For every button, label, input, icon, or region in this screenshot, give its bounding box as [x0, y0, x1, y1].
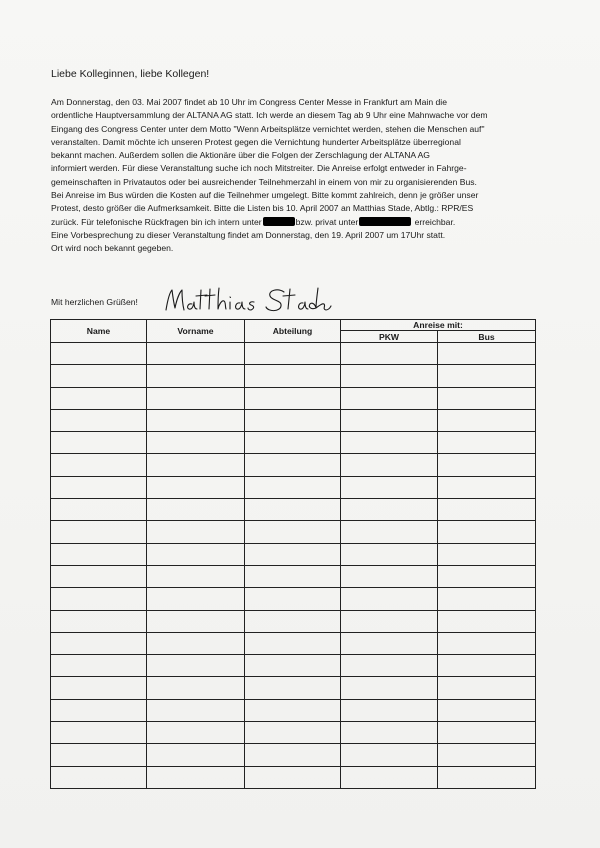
letter-line: bekannt machen. Außerdem sollen die Aktionäre über die Folgen der Zerschlagung der ALTANA AG [51, 150, 430, 161]
table-row [51, 521, 536, 543]
cell-vorname[interactable] [147, 343, 245, 365]
cell-pkw[interactable] [341, 588, 438, 610]
cell-name[interactable] [51, 655, 147, 677]
cell-vorname[interactable] [147, 722, 245, 744]
table-row [51, 744, 536, 766]
cell-abteilung[interactable] [245, 632, 341, 654]
cell-abteilung[interactable] [245, 343, 341, 365]
cell-bus[interactable] [438, 766, 536, 788]
cell-vorname[interactable] [147, 543, 245, 565]
cell-bus[interactable] [438, 343, 536, 365]
letter-line: Am Donnerstag, den 03. Mai 2007 findet ab 10 Uhr im Congress Center Messe in Frankfurt am Main die [51, 97, 447, 107]
letter-line: Protest, desto größer die Aufmerksamkeit. Bitte die Listen bis 10. April 2007 an Matthias Stade, Abtlg.: RPR/ES [51, 203, 474, 214]
cell-name[interactable] [51, 588, 147, 610]
cell-bus[interactable] [438, 543, 536, 565]
cell-name[interactable] [51, 543, 147, 565]
table-body [51, 343, 536, 789]
redacted-phone-privat [359, 217, 411, 226]
cell-name[interactable] [51, 521, 147, 543]
contact-text-privat: bzw. privat unter [295, 216, 359, 227]
letter-body [51, 96, 551, 256]
cell-name[interactable] [51, 454, 147, 476]
col-header-pkw: PKW [341, 331, 438, 343]
table-row [51, 543, 536, 565]
cell-abteilung[interactable] [245, 699, 341, 721]
contact-line [51, 216, 551, 229]
handwritten-signature [162, 284, 332, 318]
contact-text-intern: zurück. Für telefonische Rückfragen bin ich intern unter [51, 216, 262, 227]
cell-pkw[interactable] [341, 655, 438, 677]
cell-bus[interactable] [438, 476, 536, 498]
cell-bus[interactable] [438, 409, 536, 431]
redacted-phone-intern [263, 217, 295, 226]
table-row [51, 655, 536, 677]
table-row [51, 565, 536, 587]
letter-line: Bei Anreise im Bus würden die Kosten auf die Teilnehmer umgelegt. Bitte kommt zahlreich, denn je größer unser [51, 190, 479, 201]
cell-bus[interactable] [438, 365, 536, 387]
cell-name[interactable] [51, 632, 147, 654]
cell-name[interactable] [51, 610, 147, 632]
letter-line: Ort wird noch bekannt gegeben. [51, 243, 174, 254]
table-row [51, 387, 536, 409]
cell-bus[interactable] [438, 454, 536, 476]
cell-pkw[interactable] [341, 677, 438, 699]
cell-pkw[interactable] [341, 744, 438, 766]
cell-name[interactable] [51, 565, 147, 587]
cell-abteilung[interactable] [245, 565, 341, 587]
cell-abteilung[interactable] [245, 588, 341, 610]
cell-pkw[interactable] [341, 476, 438, 498]
cell-name[interactable] [51, 432, 147, 454]
cell-bus[interactable] [438, 432, 536, 454]
table-row [51, 677, 536, 699]
cell-name[interactable] [51, 677, 147, 699]
cell-pkw[interactable] [341, 610, 438, 632]
cell-abteilung[interactable] [245, 365, 341, 387]
contact-text-end: erreichbar. [414, 216, 456, 227]
cell-pkw[interactable] [341, 343, 438, 365]
cell-pkw[interactable] [341, 432, 438, 454]
cell-vorname[interactable] [147, 476, 245, 498]
cell-bus[interactable] [438, 610, 536, 632]
cell-abteilung[interactable] [245, 655, 341, 677]
cell-vorname[interactable] [147, 610, 245, 632]
cell-vorname[interactable] [147, 432, 245, 454]
cell-name[interactable] [51, 343, 147, 365]
cell-pkw[interactable] [341, 565, 438, 587]
cell-bus[interactable] [438, 565, 536, 587]
cell-pkw[interactable] [341, 699, 438, 721]
cell-name[interactable] [51, 409, 147, 431]
cell-abteilung[interactable] [245, 543, 341, 565]
cell-abteilung[interactable] [245, 521, 341, 543]
cell-abteilung[interactable] [245, 499, 341, 521]
cell-vorname[interactable] [147, 655, 245, 677]
table-row [51, 454, 536, 476]
letter-line: informiert werden. Für diese Veranstaltung suche ich noch Mitstreiter. Die Anreise erfolgt entweder in Fahrge- [51, 163, 467, 174]
cell-name[interactable] [51, 476, 147, 498]
col-header-abteilung: Abteilung [245, 320, 341, 343]
cell-name[interactable] [51, 365, 147, 387]
participant-table [50, 319, 536, 789]
cell-vorname[interactable] [147, 677, 245, 699]
cell-pkw[interactable] [341, 543, 438, 565]
cell-name[interactable] [51, 387, 147, 409]
cell-pkw[interactable] [341, 766, 438, 788]
cell-vorname[interactable] [147, 365, 245, 387]
cell-bus[interactable] [438, 588, 536, 610]
table-row [51, 343, 536, 365]
table-row [51, 588, 536, 610]
table-row [51, 365, 536, 387]
cell-abteilung[interactable] [245, 677, 341, 699]
cell-bus[interactable] [438, 677, 536, 699]
cell-pkw[interactable] [341, 454, 438, 476]
cell-name[interactable] [51, 722, 147, 744]
col-header-bus: Bus [438, 331, 536, 343]
letter-line: Eine Vorbesprechung zu dieser Veranstaltung findet am Donnerstag, den 19. April 2007 um 17Uhr statt. [51, 229, 446, 240]
cell-abteilung[interactable] [245, 454, 341, 476]
table-row [51, 722, 536, 744]
cell-pkw[interactable] [341, 722, 438, 744]
cell-abteilung[interactable] [245, 387, 341, 409]
cell-abteilung[interactable] [245, 766, 341, 788]
cell-vorname[interactable] [147, 632, 245, 654]
cell-name[interactable] [51, 699, 147, 721]
table-row [51, 632, 536, 654]
cell-abteilung[interactable] [245, 409, 341, 431]
table-row [51, 699, 536, 721]
cell-bus[interactable] [438, 387, 536, 409]
cell-vorname[interactable] [147, 521, 245, 543]
letter-line: gemeinschaften in Privatautos oder bei ausreichender Teilnehmerzahl in einem von mir zu organisierenden Bus. [51, 176, 477, 187]
letter-line: Eingang des Congress Center unter dem Motto "Wenn Arbeitsplätze vernichtet werden, stehen die Menschen auf" [51, 123, 485, 134]
cell-pkw[interactable] [341, 632, 438, 654]
cell-vorname[interactable] [147, 565, 245, 587]
table-row [51, 499, 536, 521]
table-row [51, 476, 536, 498]
col-header-vorname: Vorname [147, 320, 245, 343]
cell-abteilung[interactable] [245, 610, 341, 632]
cell-bus[interactable] [438, 744, 536, 766]
cell-pkw[interactable] [341, 499, 438, 521]
cell-bus[interactable] [438, 655, 536, 677]
cell-vorname[interactable] [147, 387, 245, 409]
cell-abteilung[interactable] [245, 476, 341, 498]
table-row [51, 409, 536, 431]
cell-vorname[interactable] [147, 744, 245, 766]
table-row [51, 766, 536, 788]
cell-bus[interactable] [438, 722, 536, 744]
col-header-name: Name [51, 320, 147, 343]
cell-name[interactable] [51, 744, 147, 766]
cell-vorname[interactable] [147, 454, 245, 476]
cell-vorname[interactable] [147, 766, 245, 788]
cell-pkw[interactable] [341, 365, 438, 387]
col-header-anreise: Anreise mit: [341, 320, 536, 331]
letter-line: ordentliche Hauptversammlung der ALTANA AG statt. Ich werde an diesem Tag ab 9 Uhr eine Mahnwache vor dem [51, 110, 488, 121]
cell-bus[interactable] [438, 499, 536, 521]
table-row [51, 610, 536, 632]
cell-vorname[interactable] [147, 699, 245, 721]
letter-greeting: Liebe Kolleginnen, liebe Kollegen! [51, 68, 210, 80]
cell-abteilung[interactable] [245, 744, 341, 766]
cell-pkw[interactable] [341, 409, 438, 431]
cell-bus[interactable] [438, 632, 536, 654]
cell-bus[interactable] [438, 521, 536, 543]
cell-bus[interactable] [438, 699, 536, 721]
cell-abteilung[interactable] [245, 432, 341, 454]
letter-closing: Mit herzlichen Grüßen! [51, 297, 138, 307]
cell-abteilung[interactable] [245, 722, 341, 744]
letter-line: veranstalten. Damit möchte ich unseren Protest gegen die Vernichtung hunderter Arbeitsplätze überregional [51, 136, 461, 147]
cell-name[interactable] [51, 766, 147, 788]
cell-vorname[interactable] [147, 409, 245, 431]
cell-name[interactable] [51, 499, 147, 521]
cell-vorname[interactable] [147, 499, 245, 521]
cell-vorname[interactable] [147, 588, 245, 610]
table-row [51, 432, 536, 454]
cell-pkw[interactable] [341, 387, 438, 409]
cell-pkw[interactable] [341, 521, 438, 543]
